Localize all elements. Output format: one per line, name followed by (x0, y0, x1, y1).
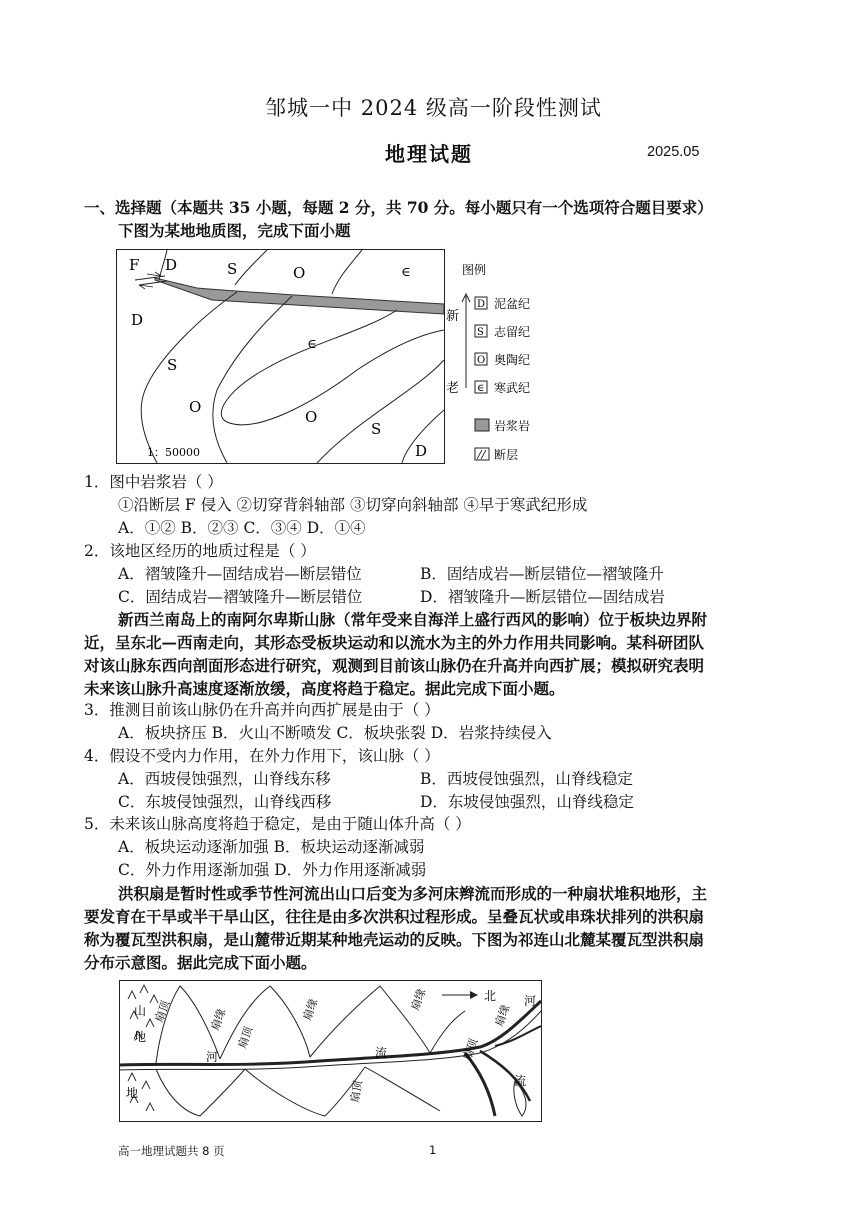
geological-map (116, 249, 445, 464)
label-fan-top: 扇顶 (152, 998, 173, 1025)
label-S: S (371, 420, 382, 438)
subject-title: 地理试题 (385, 142, 473, 166)
map-legend (446, 262, 566, 472)
label-D: D (165, 256, 178, 274)
q4-option-b: B．西坡侵蚀强烈，山脊线稳定 (420, 770, 633, 788)
label-land-top: 地 (134, 1030, 147, 1044)
label-flow: 流 (375, 1046, 388, 1060)
alluvial-fan-svg (120, 981, 541, 1121)
label-fan-top: 扇顶 (235, 1024, 256, 1051)
anticline-core-line (221, 310, 444, 425)
label-fan-edge: 扇缘 (300, 996, 321, 1023)
legend-sym-C: ∈ (477, 383, 485, 394)
label-mountain: 山 (134, 1004, 147, 1018)
legend-cambrian: 寒武纪 (494, 381, 531, 395)
passage-alps-line2: 近，呈东北—西南走向，其形态受板块运动和以流水为主的外力作用共同影响。某科研团队 (84, 633, 705, 652)
intro-geomap: 下图为某地地质图，完成下面小题 (118, 221, 351, 240)
q1-statements: ①沿断层 F 侵入 ②切穿背斜轴部 ③切穿向斜轴部 ④早于寒武纪形成 (118, 496, 588, 514)
passage-alps-line1: 新西兰南岛上的南阿尔卑斯山脉（常年受来自海洋上盛行西风的影响）位于板块边界附 (118, 610, 708, 629)
legend-silurian: 志留纪 (494, 325, 531, 339)
label-flow-right: 流 (514, 1074, 527, 1088)
label-fan-top: 扇顶 (460, 1036, 481, 1063)
q5-options-row1: A．板块运动逐渐加强 B．板块运动逐渐减弱 (118, 838, 425, 856)
magma-intrusion (155, 278, 444, 314)
passage-fan-line2: 要发育在干旱或半干旱山区，往往是由多次洪积过程形成。呈叠瓦状或串珠状排列的洪积扇 (84, 907, 705, 926)
legend-sym-D: D (477, 299, 486, 310)
legend-sym-S: S (477, 327, 484, 338)
passage-fan-line3: 称为覆瓦型洪积扇，是山麓带近期某种地壳运动的反映。下图为祁连山北麓某覆瓦型洪积扇 (84, 930, 705, 949)
fan-outline (365, 1067, 440, 1111)
legend-svg (446, 262, 566, 472)
boundary-line (213, 296, 292, 463)
fan-outline (220, 986, 310, 1059)
fault-arrow-2 (139, 285, 153, 289)
exam-school-title: 邹城一中 2024 级高一阶段性测试 (265, 96, 602, 120)
q4-option-c: C．东坡侵蚀强烈，山脊线西移 (118, 793, 332, 811)
footer-page-count: 高一地理试题共 8 页 (118, 1144, 225, 1158)
legend-title: 图例 (462, 263, 487, 277)
north-arrowhead (470, 991, 478, 999)
label-F: F (129, 256, 140, 274)
label-fan-edge: 扇缘 (492, 1002, 513, 1029)
q1-stem: 1．图中岩浆岩（ ） (84, 473, 223, 491)
boundary-line (235, 250, 267, 285)
label-C: ∈ (401, 265, 411, 280)
q4-option-d: D．东坡侵蚀强烈，山脊线稳定 (420, 793, 634, 811)
q2-option-c: C．固结成岩—褶皱隆升—断层错位 (118, 588, 363, 606)
q1-options: A．①② B．②③ C．③④ D．①④ (118, 519, 366, 537)
label-O: O (305, 408, 318, 426)
label-river-right: 河 (524, 994, 537, 1008)
label-land-bottom: 地 (126, 1086, 139, 1100)
q2-option-a: A．褶皱隆升—固结成岩—断层错位 (118, 565, 362, 583)
q4-stem: 4．假设不受内力作用，在外力作用下，该山脉（ ） (84, 747, 440, 765)
legend-ordovician: 奥陶纪 (494, 353, 531, 367)
q2-stem: 2．该地区经历的地质过程是（ ） (84, 542, 316, 560)
legend-sym-O: O (477, 355, 486, 366)
label-fan-edge: 扇缘 (408, 986, 429, 1013)
boundary-line (332, 250, 362, 294)
legend-magma-swatch (475, 419, 489, 431)
label-C: ∈ (307, 337, 317, 352)
passage-alps-line3: 对该山脉东西向剖面形态进行研究，观测到目前该山脉仍在升高并向西扩展；模拟研究表明 (84, 656, 705, 675)
label-north: 北 (484, 989, 497, 1003)
label-O: O (189, 398, 202, 416)
fan-outline (245, 1067, 365, 1116)
legend-old: 老 (446, 381, 460, 396)
legend-fault-symbol (477, 450, 486, 459)
label-river: 河 (206, 1050, 219, 1064)
label-O: O (293, 264, 306, 282)
exam-date: 2025.05 (647, 144, 700, 160)
fan-outline (430, 1011, 465, 1053)
label-S: S (227, 260, 238, 278)
section-heading: 一、选择题（本题共 35 小题，每题 2 分，共 70 分。每小题只有一个选项符合题目要求） (84, 198, 713, 217)
legend-magma: 岩浆岩 (494, 419, 531, 433)
fan-outline (156, 1069, 245, 1116)
map-scale: 1：50000 (147, 446, 200, 459)
q3-stem: 3．推测目前该山脉仍在升高并向西扩展是由于（ ） (84, 701, 440, 719)
q4-option-a: A．西坡侵蚀强烈，山脊线东移 (118, 770, 331, 788)
label-fan-top: 扇顶 (348, 1079, 365, 1104)
boundary-line (141, 292, 237, 463)
label-D: D (131, 311, 144, 329)
q3-options: A．板块挤压 B．火山不断喷发 C．板块张裂 D．岩浆持续侵入 (118, 724, 552, 742)
passage-fan-line4: 分布示意图。据此完成下面小题。 (84, 953, 317, 972)
footer-page-number: 1 (429, 1143, 437, 1157)
label-S: S (167, 356, 178, 374)
passage-fan-line1: 洪积扇是暂时性或季节性河流出山口后变为多河床辫流而形成的一种扇状堆积地形，主 (118, 884, 708, 903)
q5-options-row2: C．外力作用逐渐加强 D．外力作用逐渐减弱 (118, 861, 427, 879)
q2-option-d: D．褶皱隆升—断层错位—固结成岩 (420, 588, 665, 606)
alluvial-fan-map (119, 980, 542, 1122)
braided-channel (465, 1053, 495, 1116)
legend-new: 新 (446, 309, 460, 324)
geological-map-svg (117, 250, 444, 463)
legend-fault: 断层 (494, 448, 519, 462)
label-D: D (415, 442, 428, 460)
q2-option-b: B．固结成岩—断层错位—褶皱隆升 (420, 565, 664, 583)
passage-alps-line4: 未来该山脉升高速度逐渐放缓，高度将趋于稳定。据此完成下面小题。 (84, 679, 565, 698)
legend-devonian: 泥盆纪 (494, 297, 531, 311)
fault-arrow-1 (147, 272, 161, 276)
q5-stem: 5．未来该山脉高度将趋于稳定，是由于随山体升高（ ） (84, 815, 471, 833)
label-fan-edge: 扇缘 (208, 1006, 229, 1033)
